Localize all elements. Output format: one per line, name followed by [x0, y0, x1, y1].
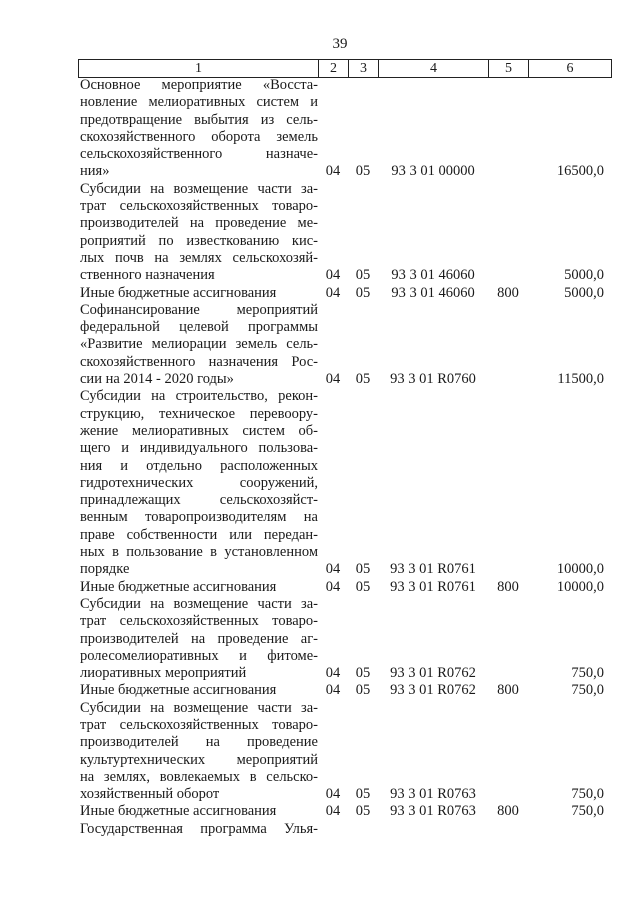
column-3-cell: 05 — [355, 561, 371, 578]
column-6-cell: 10000,0 — [556, 578, 604, 595]
description-line: производителей на проведение — [80, 734, 318, 751]
description-line: производителей на проведение аг- — [80, 630, 318, 647]
column-6-cell: 5000,0 — [564, 284, 604, 301]
column-5-cell: 800 — [497, 578, 519, 595]
column-6-cell: 16500,0 — [556, 163, 604, 180]
row-description — [80, 302, 318, 388]
column-4-cell: 93 3 01 46060 — [391, 267, 475, 284]
row-description — [80, 388, 318, 578]
row-description — [80, 682, 318, 699]
column-5-cell — [488, 163, 528, 180]
description-line: «Развитие мелиорации земель сель- — [80, 336, 318, 353]
description-line: струкцию, техническое перевоору- — [80, 405, 318, 422]
description-line: Субсидии на возмещение части за- — [80, 180, 318, 197]
description-line: жение мелиоративных систем об- — [80, 422, 318, 439]
column-4-cell: 93 3 01 R0761 — [390, 578, 476, 595]
column-2-cell: 04 — [325, 682, 341, 699]
column-3-cell: 05 — [355, 682, 371, 699]
column-2-cell: 04 — [325, 786, 341, 803]
column-3-cell: 05 — [355, 284, 371, 301]
column-5-cell — [488, 561, 528, 578]
description-line: Иные бюджетные ассигнования — [80, 578, 277, 595]
column-3-cell: 05 — [355, 803, 371, 820]
column-2-cell: 04 — [325, 163, 341, 180]
column-6-cell: 5000,0 — [564, 267, 604, 284]
row-description — [80, 821, 318, 838]
description-line: ственного назначения — [80, 267, 215, 284]
column-5-cell: 800 — [497, 803, 519, 820]
description-line: венным товаропроизводителям на — [80, 509, 318, 526]
description-line: гидротехнических сооружений, — [80, 474, 318, 491]
column-5-cell — [488, 371, 528, 388]
description-line: на землях, вовлекаемых в сельско- — [80, 768, 318, 785]
column-4-cell: 93 3 01 R0763 — [390, 803, 476, 820]
description-line: Софинансирование мероприятий — [80, 301, 318, 318]
column-6-cell: 750,0 — [571, 682, 604, 699]
page-number: 39 — [332, 36, 348, 52]
column-header-1: 1 — [79, 60, 319, 77]
description-line: предотвращение выбытия из сель- — [80, 111, 318, 128]
row-description — [80, 285, 318, 302]
column-3-cell — [348, 821, 378, 838]
column-2-cell: 04 — [325, 665, 341, 682]
description-line: производителей на проведение ме- — [80, 215, 318, 232]
column-5-cell — [488, 786, 528, 803]
description-line: трат сельскохозяйственных товаро- — [80, 716, 318, 733]
column-6-cell: 10000,0 — [556, 561, 604, 578]
column-2-cell: 04 — [325, 284, 341, 301]
table-row — [80, 700, 612, 804]
description-line: ных в пользование в установленном — [80, 544, 318, 561]
column-6-cell: 750,0 — [571, 803, 604, 820]
column-4-cell: 93 3 01 00000 — [391, 163, 475, 180]
table-body — [80, 77, 612, 838]
description-line: новление мелиоративных систем и — [80, 94, 318, 111]
column-2-cell — [318, 821, 348, 838]
description-line: лиоративных мероприятий — [80, 665, 247, 682]
column-2-cell: 04 — [325, 267, 341, 284]
description-line: ролесомелиоративных и фитоме- — [80, 647, 318, 664]
column-4-cell: 93 3 01 R0760 — [390, 371, 476, 388]
column-header-6: 6 — [566, 61, 574, 76]
column-3-cell: 05 — [355, 786, 371, 803]
column-4-cell: 93 3 01 R0762 — [390, 682, 476, 699]
description-line: Субсидии на возмещение части за- — [80, 699, 318, 716]
table-row — [80, 821, 612, 838]
description-line: лых почв на землях сельскохозяй- — [80, 249, 318, 266]
description-line: федеральной целевой программы — [80, 319, 318, 336]
column-4-cell — [378, 821, 488, 838]
table-row — [80, 181, 612, 285]
column-header-2: 2 — [319, 60, 349, 77]
description-line: порядке — [80, 561, 130, 578]
description-line: щего и индивидуального пользова- — [80, 440, 318, 457]
description-line: трат сельскохозяйственных товаро- — [80, 198, 318, 215]
column-4-cell: 93 3 01 46060 — [391, 284, 475, 301]
column-header-4: 4 — [379, 60, 489, 77]
table-row — [80, 388, 612, 578]
row-description — [80, 596, 318, 682]
description-line: культуртехнических мероприятий — [80, 751, 318, 768]
description-line: Субсидии на возмещение части за- — [80, 595, 318, 612]
column-2-cell: 04 — [325, 371, 341, 388]
column-6-cell: 750,0 — [571, 665, 604, 682]
description-line: роприятий по известкованию кис- — [80, 232, 318, 249]
column-6-cell: 750,0 — [571, 786, 604, 803]
description-line: Иные бюджетные ассигнования — [80, 803, 277, 820]
table-row — [80, 803, 612, 820]
description-line: ния и отдельно расположенных — [80, 457, 318, 474]
description-line: хозяйственный оборот — [80, 786, 220, 803]
column-2-cell: 04 — [325, 578, 341, 595]
table-header — [78, 59, 612, 78]
row-description — [80, 803, 318, 820]
column-5-cell — [488, 821, 528, 838]
description-line: трат сельскохозяйственных товаро- — [80, 613, 318, 630]
description-line: ния» — [80, 163, 110, 180]
row-description — [80, 181, 318, 285]
table-row — [80, 77, 612, 181]
column-5-cell: 800 — [497, 284, 519, 301]
column-3-cell: 05 — [355, 163, 371, 180]
description-line: Основное мероприятие «Восста- — [80, 77, 318, 93]
description-line: Государственная программа Улья- — [80, 820, 318, 837]
column-6-cell: 11500,0 — [557, 371, 604, 388]
description-line: Иные бюджетные ассигнования — [80, 284, 277, 301]
column-5-cell: 800 — [497, 682, 519, 699]
column-4-cell: 93 3 01 R0763 — [390, 786, 476, 803]
column-3-cell: 05 — [355, 371, 371, 388]
table-row — [80, 596, 612, 682]
column-3-cell: 05 — [355, 267, 371, 284]
table-row — [80, 285, 612, 302]
column-3-cell: 05 — [355, 578, 371, 595]
description-line: сии на 2014 - 2020 годы» — [80, 371, 234, 388]
column-4-cell: 93 3 01 R0762 — [390, 665, 476, 682]
description-line: праве собственности или передан- — [80, 526, 318, 543]
column-header-5: 5 — [489, 60, 529, 77]
column-5-cell — [488, 267, 528, 284]
description-line: скохозяйственного назначения Рос- — [80, 353, 318, 370]
table-row — [80, 302, 612, 388]
description-line: сельскохозяйственного назначе- — [80, 146, 318, 163]
column-6-cell — [528, 821, 612, 838]
column-4-cell: 93 3 01 R0761 — [390, 561, 476, 578]
column-2-cell: 04 — [325, 561, 341, 578]
column-5-cell — [488, 665, 528, 682]
description-line: Иные бюджетные ассигнования — [80, 682, 277, 699]
description-line: принадлежащих сельскохозяйст- — [80, 492, 318, 509]
column-2-cell: 04 — [325, 803, 341, 820]
row-description — [80, 579, 318, 596]
row-description — [80, 77, 318, 181]
column-3-cell: 05 — [355, 665, 371, 682]
column-header-3: 3 — [349, 60, 379, 77]
table-row — [80, 682, 612, 699]
description-line: Субсидии на строительство, рекон- — [80, 388, 318, 405]
table-row — [80, 579, 612, 596]
description-line: скохозяйственного оборота земель — [80, 128, 318, 145]
row-description — [80, 700, 318, 804]
